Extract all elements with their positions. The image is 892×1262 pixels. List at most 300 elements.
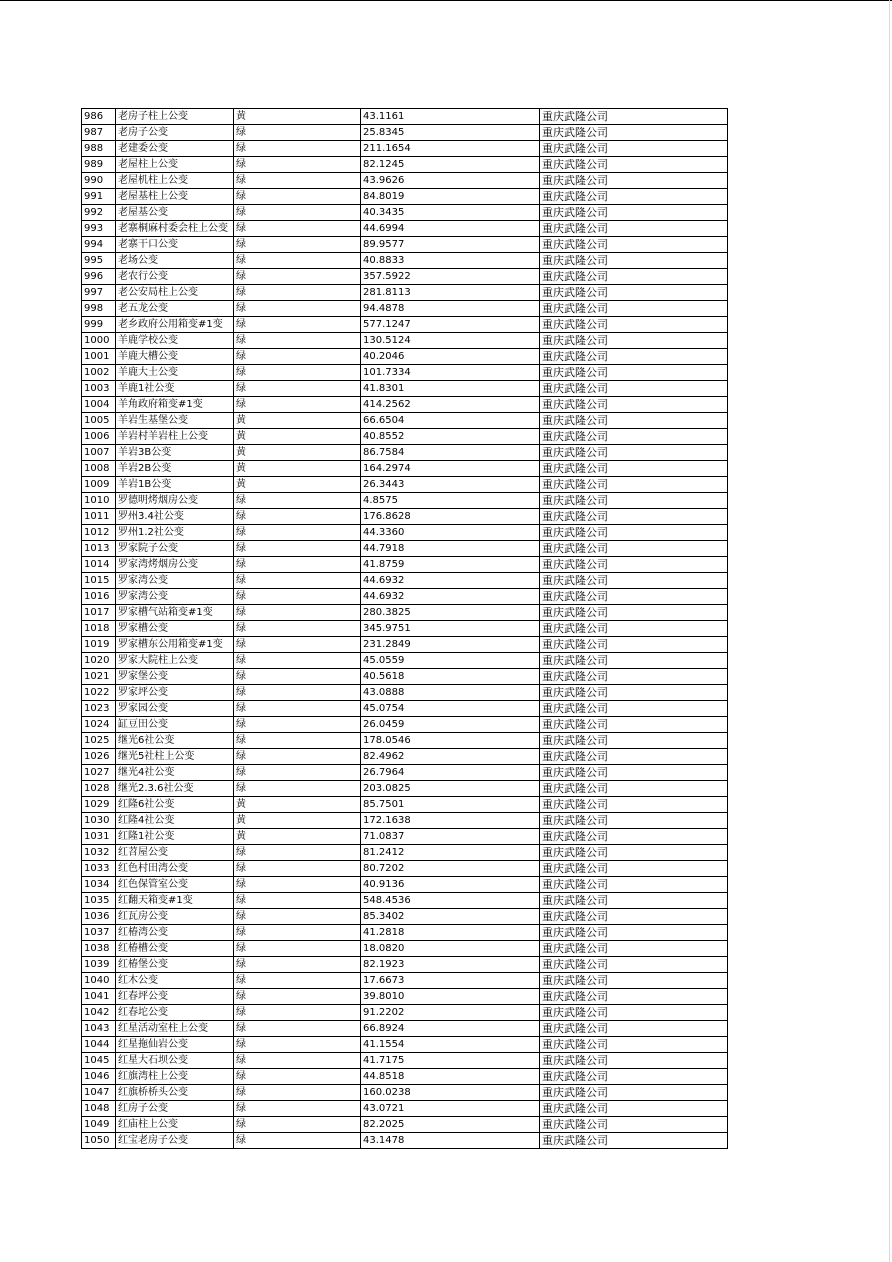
table-row xyxy=(82,285,728,301)
value-cell: 178.0546 xyxy=(361,733,540,749)
value-cell: 40.8552 xyxy=(361,429,540,445)
company-cell: 重庆武隆公司 xyxy=(540,637,728,653)
value-cell: 280.3825 xyxy=(361,605,540,621)
table-row xyxy=(82,429,728,445)
company-cell: 重庆武隆公司 xyxy=(540,941,728,957)
row-id-cell: 1010 xyxy=(82,493,116,509)
company-cell: 重庆武隆公司 xyxy=(540,1021,728,1037)
row-id-cell: 1018 xyxy=(82,621,116,637)
value-cell: 81.2412 xyxy=(361,845,540,861)
transformer-name-cell: 红隆6社公变 xyxy=(116,797,234,813)
status-color-cell: 绿 xyxy=(234,1037,361,1053)
row-id-cell: 1017 xyxy=(82,605,116,621)
transformer-name-cell: 红色村田湾公变 xyxy=(116,861,234,877)
value-cell: 101.7334 xyxy=(361,365,540,381)
row-id-cell: 1016 xyxy=(82,589,116,605)
row-id-cell: 1043 xyxy=(82,1021,116,1037)
company-cell: 重庆武隆公司 xyxy=(540,749,728,765)
value-cell: 26.7964 xyxy=(361,765,540,781)
status-color-cell: 黄 xyxy=(234,829,361,845)
company-cell: 重庆武隆公司 xyxy=(540,781,728,797)
table-row xyxy=(82,493,728,509)
value-cell: 4.8575 xyxy=(361,493,540,509)
company-cell: 重庆武隆公司 xyxy=(540,157,728,173)
status-color-cell: 绿 xyxy=(234,925,361,941)
company-cell: 重庆武隆公司 xyxy=(540,541,728,557)
company-cell: 重庆武隆公司 xyxy=(540,685,728,701)
status-color-cell: 绿 xyxy=(234,653,361,669)
value-cell: 231.2849 xyxy=(361,637,540,653)
transformer-name-cell: 罗家大院柱上公变 xyxy=(116,653,234,669)
value-cell: 41.8301 xyxy=(361,381,540,397)
status-color-cell: 绿 xyxy=(234,621,361,637)
value-cell: 44.3360 xyxy=(361,525,540,541)
status-color-cell: 绿 xyxy=(234,1101,361,1117)
company-cell: 重庆武隆公司 xyxy=(540,429,728,445)
status-color-cell: 绿 xyxy=(234,589,361,605)
row-id-cell: 1007 xyxy=(82,445,116,461)
transformer-name-cell: 红瓦房公变 xyxy=(116,909,234,925)
table-row xyxy=(82,621,728,637)
transformer-name-cell: 老屋基公变 xyxy=(116,205,234,221)
company-cell: 重庆武隆公司 xyxy=(540,221,728,237)
company-cell: 重庆武隆公司 xyxy=(540,205,728,221)
status-color-cell: 绿 xyxy=(234,253,361,269)
transformer-name-cell: 罗家槽气站箱变#1变 xyxy=(116,605,234,621)
table-row xyxy=(82,189,728,205)
row-id-cell: 1005 xyxy=(82,413,116,429)
value-cell: 66.8924 xyxy=(361,1021,540,1037)
status-color-cell: 绿 xyxy=(234,157,361,173)
row-id-cell: 1041 xyxy=(82,989,116,1005)
transformer-name-cell: 羊岩村羊岩柱上公变 xyxy=(116,429,234,445)
transformer-name-cell: 红春坪公变 xyxy=(116,989,234,1005)
value-cell: 84.8019 xyxy=(361,189,540,205)
row-id-cell: 1030 xyxy=(82,813,116,829)
value-cell: 414.2562 xyxy=(361,397,540,413)
status-color-cell: 绿 xyxy=(234,989,361,1005)
transformer-name-cell: 罗家湾公变 xyxy=(116,589,234,605)
transformer-name-cell: 老寨桐麻村委会柱上公变 xyxy=(116,221,234,237)
company-cell: 重庆武隆公司 xyxy=(540,669,728,685)
value-cell: 40.8833 xyxy=(361,253,540,269)
table-row xyxy=(82,141,728,157)
value-cell: 281.8113 xyxy=(361,285,540,301)
row-id-cell: 992 xyxy=(82,205,116,221)
transformer-name-cell: 红旗桥桥头公变 xyxy=(116,1085,234,1101)
value-cell: 160.0238 xyxy=(361,1085,540,1101)
status-color-cell: 绿 xyxy=(234,301,361,317)
company-cell: 重庆武隆公司 xyxy=(540,413,728,429)
transformer-name-cell: 红宝老房子公变 xyxy=(116,1133,234,1149)
row-id-cell: 987 xyxy=(82,125,116,141)
row-id-cell: 1027 xyxy=(82,765,116,781)
transformer-name-cell: 老场公变 xyxy=(116,253,234,269)
row-id-cell: 1022 xyxy=(82,685,116,701)
status-color-cell: 绿 xyxy=(234,365,361,381)
company-cell: 重庆武隆公司 xyxy=(540,701,728,717)
transformer-name-cell: 红隆1社公变 xyxy=(116,829,234,845)
table-row xyxy=(82,509,728,525)
table-row xyxy=(82,669,728,685)
row-id-cell: 1042 xyxy=(82,1005,116,1021)
row-id-cell: 991 xyxy=(82,189,116,205)
table-row xyxy=(82,589,728,605)
row-id-cell: 998 xyxy=(82,301,116,317)
transformer-name-cell: 红椿槽公变 xyxy=(116,941,234,957)
table-row xyxy=(82,413,728,429)
transformer-name-cell: 羊岩1B公变 xyxy=(116,477,234,493)
transformer-name-cell: 羊岩3B公变 xyxy=(116,445,234,461)
value-cell: 548.4536 xyxy=(361,893,540,909)
company-cell: 重庆武隆公司 xyxy=(540,877,728,893)
row-id-cell: 1028 xyxy=(82,781,116,797)
page-right-edge xyxy=(889,0,890,1262)
transformer-name-cell: 罗家坪公变 xyxy=(116,685,234,701)
table-row xyxy=(82,397,728,413)
company-cell: 重庆武隆公司 xyxy=(540,141,728,157)
company-cell: 重庆武隆公司 xyxy=(540,397,728,413)
transformer-name-cell: 继光2.3.6社公变 xyxy=(116,781,234,797)
status-color-cell: 绿 xyxy=(234,509,361,525)
transformer-name-cell: 罗家槽公变 xyxy=(116,621,234,637)
table-row xyxy=(82,749,728,765)
row-id-cell: 1004 xyxy=(82,397,116,413)
company-cell: 重庆武隆公司 xyxy=(540,125,728,141)
row-id-cell: 1001 xyxy=(82,349,116,365)
transformer-name-cell: 老公安局柱上公变 xyxy=(116,285,234,301)
value-cell: 164.2974 xyxy=(361,461,540,477)
company-cell: 重庆武隆公司 xyxy=(540,1133,728,1149)
row-id-cell: 1031 xyxy=(82,829,116,845)
status-color-cell: 绿 xyxy=(234,909,361,925)
table-row xyxy=(82,909,728,925)
transformer-name-cell: 老建委公变 xyxy=(116,141,234,157)
status-color-cell: 绿 xyxy=(234,557,361,573)
table-row xyxy=(82,637,728,653)
row-id-cell: 1026 xyxy=(82,749,116,765)
status-color-cell: 绿 xyxy=(234,1085,361,1101)
table-row xyxy=(82,877,728,893)
row-id-cell: 1039 xyxy=(82,957,116,973)
table-row xyxy=(82,109,728,125)
company-cell: 重庆武隆公司 xyxy=(540,957,728,973)
table-row xyxy=(82,797,728,813)
table-row xyxy=(82,1069,728,1085)
transformer-name-cell: 老寨干口公变 xyxy=(116,237,234,253)
row-id-cell: 1040 xyxy=(82,973,116,989)
transformer-name-cell: 红星大石坝公变 xyxy=(116,1053,234,1069)
status-color-cell: 绿 xyxy=(234,1021,361,1037)
company-cell: 重庆武隆公司 xyxy=(540,909,728,925)
company-cell: 重庆武隆公司 xyxy=(540,349,728,365)
value-cell: 45.0754 xyxy=(361,701,540,717)
transformer-name-cell: 老屋机柱上公变 xyxy=(116,173,234,189)
value-cell: 26.0459 xyxy=(361,717,540,733)
row-id-cell: 1008 xyxy=(82,461,116,477)
status-color-cell: 绿 xyxy=(234,1133,361,1149)
table-row xyxy=(82,237,728,253)
status-color-cell: 绿 xyxy=(234,685,361,701)
company-cell: 重庆武隆公司 xyxy=(540,109,728,125)
value-cell: 26.3443 xyxy=(361,477,540,493)
company-cell: 重庆武隆公司 xyxy=(540,285,728,301)
status-color-cell: 绿 xyxy=(234,1117,361,1133)
transformer-name-cell: 继光4社公变 xyxy=(116,765,234,781)
status-color-cell: 绿 xyxy=(234,957,361,973)
status-color-cell: 绿 xyxy=(234,893,361,909)
row-id-cell: 1019 xyxy=(82,637,116,653)
table-row xyxy=(82,221,728,237)
transformer-name-cell: 红隆4社公变 xyxy=(116,813,234,829)
status-color-cell: 绿 xyxy=(234,749,361,765)
table-body xyxy=(82,109,728,1149)
company-cell: 重庆武隆公司 xyxy=(540,269,728,285)
row-id-cell: 1006 xyxy=(82,429,116,445)
row-id-cell: 1033 xyxy=(82,861,116,877)
value-cell: 71.0837 xyxy=(361,829,540,845)
table-row xyxy=(82,605,728,621)
company-cell: 重庆武隆公司 xyxy=(540,173,728,189)
table-row xyxy=(82,365,728,381)
status-color-cell: 绿 xyxy=(234,189,361,205)
row-id-cell: 1009 xyxy=(82,477,116,493)
table-row xyxy=(82,1037,728,1053)
table-row xyxy=(82,813,728,829)
table-row xyxy=(82,461,728,477)
status-color-cell: 黄 xyxy=(234,477,361,493)
transformer-name-cell: 罗家堡公变 xyxy=(116,669,234,685)
row-id-cell: 1037 xyxy=(82,925,116,941)
table-row xyxy=(82,717,728,733)
status-color-cell: 绿 xyxy=(234,125,361,141)
status-color-cell: 绿 xyxy=(234,237,361,253)
value-cell: 18.0820 xyxy=(361,941,540,957)
value-cell: 43.1478 xyxy=(361,1133,540,1149)
row-id-cell: 994 xyxy=(82,237,116,253)
value-cell: 44.6932 xyxy=(361,573,540,589)
company-cell: 重庆武隆公司 xyxy=(540,605,728,621)
value-cell: 211.1654 xyxy=(361,141,540,157)
company-cell: 重庆武隆公司 xyxy=(540,477,728,493)
transformer-name-cell: 老农行公变 xyxy=(116,269,234,285)
transformer-name-cell: 红椿湾公变 xyxy=(116,925,234,941)
transformer-name-cell: 羊岩生基堡公变 xyxy=(116,413,234,429)
table-row xyxy=(82,861,728,877)
status-color-cell: 绿 xyxy=(234,845,361,861)
company-cell: 重庆武隆公司 xyxy=(540,509,728,525)
row-id-cell: 999 xyxy=(82,317,116,333)
company-cell: 重庆武隆公司 xyxy=(540,461,728,477)
table-row xyxy=(82,333,728,349)
company-cell: 重庆武隆公司 xyxy=(540,797,728,813)
status-color-cell: 绿 xyxy=(234,669,361,685)
table-row xyxy=(82,685,728,701)
company-cell: 重庆武隆公司 xyxy=(540,525,728,541)
company-cell: 重庆武隆公司 xyxy=(540,621,728,637)
table-row xyxy=(82,1117,728,1133)
table-row xyxy=(82,1101,728,1117)
value-cell: 41.2818 xyxy=(361,925,540,941)
status-color-cell: 绿 xyxy=(234,173,361,189)
table-row xyxy=(82,1021,728,1037)
table-row xyxy=(82,781,728,797)
status-color-cell: 黄 xyxy=(234,429,361,445)
table-row xyxy=(82,973,728,989)
row-id-cell: 990 xyxy=(82,173,116,189)
value-cell: 82.4962 xyxy=(361,749,540,765)
status-color-cell: 绿 xyxy=(234,525,361,541)
row-id-cell: 1023 xyxy=(82,701,116,717)
row-id-cell: 996 xyxy=(82,269,116,285)
table-row xyxy=(82,205,728,221)
status-color-cell: 绿 xyxy=(234,205,361,221)
data-table xyxy=(81,108,728,1149)
transformer-name-cell: 羊鹿学校公变 xyxy=(116,333,234,349)
page-top-border xyxy=(0,0,892,1)
table-row xyxy=(82,573,728,589)
table-row xyxy=(82,893,728,909)
status-color-cell: 绿 xyxy=(234,349,361,365)
table-row xyxy=(82,957,728,973)
company-cell: 重庆武隆公司 xyxy=(540,445,728,461)
row-id-cell: 1048 xyxy=(82,1101,116,1117)
row-id-cell: 989 xyxy=(82,157,116,173)
value-cell: 17.6673 xyxy=(361,973,540,989)
transformer-name-cell: 羊岩2B公变 xyxy=(116,461,234,477)
value-cell: 44.8518 xyxy=(361,1069,540,1085)
value-cell: 82.2025 xyxy=(361,1117,540,1133)
table-row xyxy=(82,925,728,941)
value-cell: 45.0559 xyxy=(361,653,540,669)
transformer-name-cell: 老房子柱上公变 xyxy=(116,109,234,125)
value-cell: 357.5922 xyxy=(361,269,540,285)
company-cell: 重庆武隆公司 xyxy=(540,237,728,253)
table-row xyxy=(82,445,728,461)
company-cell: 重庆武隆公司 xyxy=(540,1069,728,1085)
value-cell: 345.9751 xyxy=(361,621,540,637)
row-id-cell: 1020 xyxy=(82,653,116,669)
status-color-cell: 黄 xyxy=(234,445,361,461)
value-cell: 44.6932 xyxy=(361,589,540,605)
transformer-name-cell: 继光5社柱上公变 xyxy=(116,749,234,765)
transformer-name-cell: 红翻天箱变#1变 xyxy=(116,893,234,909)
status-color-cell: 黄 xyxy=(234,413,361,429)
transformer-name-cell: 羊角政府箱变#1变 xyxy=(116,397,234,413)
value-cell: 82.1245 xyxy=(361,157,540,173)
value-cell: 82.1923 xyxy=(361,957,540,973)
status-color-cell: 绿 xyxy=(234,941,361,957)
row-id-cell: 1014 xyxy=(82,557,116,573)
table-row xyxy=(82,317,728,333)
table-row xyxy=(82,941,728,957)
transformer-name-cell: 羊鹿大槽公变 xyxy=(116,349,234,365)
value-cell: 80.7202 xyxy=(361,861,540,877)
row-id-cell: 1032 xyxy=(82,845,116,861)
status-color-cell: 绿 xyxy=(234,493,361,509)
status-color-cell: 绿 xyxy=(234,733,361,749)
transformer-name-cell: 红色保管室公变 xyxy=(116,877,234,893)
value-cell: 40.2046 xyxy=(361,349,540,365)
row-id-cell: 1036 xyxy=(82,909,116,925)
status-color-cell: 绿 xyxy=(234,397,361,413)
row-id-cell: 986 xyxy=(82,109,116,125)
company-cell: 重庆武隆公司 xyxy=(540,493,728,509)
table-row xyxy=(82,701,728,717)
status-color-cell: 绿 xyxy=(234,701,361,717)
value-cell: 91.2202 xyxy=(361,1005,540,1021)
table-row xyxy=(82,829,728,845)
value-cell: 25.8345 xyxy=(361,125,540,141)
value-cell: 94.4878 xyxy=(361,301,540,317)
status-color-cell: 绿 xyxy=(234,541,361,557)
row-id-cell: 1011 xyxy=(82,509,116,525)
table-row xyxy=(82,653,728,669)
value-cell: 43.0721 xyxy=(361,1101,540,1117)
transformer-name-cell: 罗家湾公变 xyxy=(116,573,234,589)
row-id-cell: 1015 xyxy=(82,573,116,589)
table-row xyxy=(82,989,728,1005)
transformer-name-cell: 老屋柱上公变 xyxy=(116,157,234,173)
company-cell: 重庆武隆公司 xyxy=(540,557,728,573)
company-cell: 重庆武隆公司 xyxy=(540,1005,728,1021)
status-color-cell: 绿 xyxy=(234,573,361,589)
value-cell: 203.0825 xyxy=(361,781,540,797)
value-cell: 43.9626 xyxy=(361,173,540,189)
table-row xyxy=(82,253,728,269)
company-cell: 重庆武隆公司 xyxy=(540,861,728,877)
value-cell: 172.1638 xyxy=(361,813,540,829)
company-cell: 重庆武隆公司 xyxy=(540,381,728,397)
row-id-cell: 1050 xyxy=(82,1133,116,1149)
company-cell: 重庆武隆公司 xyxy=(540,653,728,669)
row-id-cell: 1047 xyxy=(82,1085,116,1101)
transformer-name-cell: 罗州1.2社公变 xyxy=(116,525,234,541)
transformer-name-cell: 老五龙公变 xyxy=(116,301,234,317)
company-cell: 重庆武隆公司 xyxy=(540,1117,728,1133)
value-cell: 41.1554 xyxy=(361,1037,540,1053)
transformer-name-cell: 老乡政府公用箱变#1变 xyxy=(116,317,234,333)
row-id-cell: 1034 xyxy=(82,877,116,893)
status-color-cell: 绿 xyxy=(234,381,361,397)
transformer-name-cell: 羊鹿大土公变 xyxy=(116,365,234,381)
company-cell: 重庆武隆公司 xyxy=(540,1037,728,1053)
row-id-cell: 1021 xyxy=(82,669,116,685)
value-cell: 39.8010 xyxy=(361,989,540,1005)
company-cell: 重庆武隆公司 xyxy=(540,1085,728,1101)
company-cell: 重庆武隆公司 xyxy=(540,925,728,941)
row-id-cell: 1000 xyxy=(82,333,116,349)
transformer-name-cell: 缸豆田公变 xyxy=(116,717,234,733)
transformer-name-cell: 罗州3.4社公变 xyxy=(116,509,234,525)
value-cell: 86.7584 xyxy=(361,445,540,461)
row-id-cell: 1045 xyxy=(82,1053,116,1069)
row-id-cell: 1002 xyxy=(82,365,116,381)
table-row xyxy=(82,557,728,573)
transformer-name-cell: 红星拖仙岩公变 xyxy=(116,1037,234,1053)
status-color-cell: 绿 xyxy=(234,605,361,621)
table-row xyxy=(82,1085,728,1101)
status-color-cell: 黄 xyxy=(234,797,361,813)
status-color-cell: 绿 xyxy=(234,333,361,349)
value-cell: 85.3402 xyxy=(361,909,540,925)
value-cell: 41.7175 xyxy=(361,1053,540,1069)
company-cell: 重庆武隆公司 xyxy=(540,989,728,1005)
status-color-cell: 黄 xyxy=(234,109,361,125)
row-id-cell: 1024 xyxy=(82,717,116,733)
status-color-cell: 绿 xyxy=(234,317,361,333)
value-cell: 43.0888 xyxy=(361,685,540,701)
